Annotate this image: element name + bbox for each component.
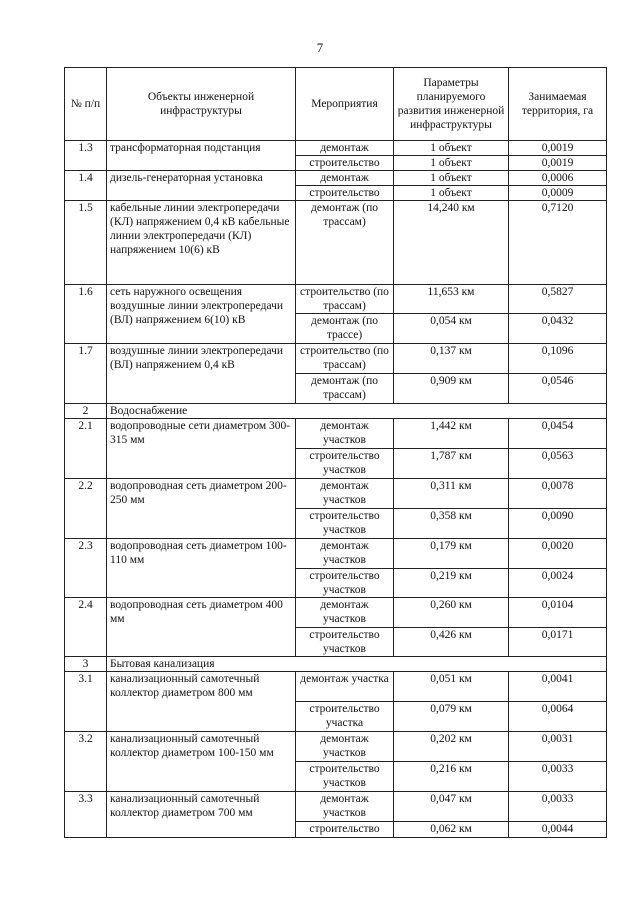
- item-number: 1.5: [65, 201, 107, 285]
- section-number: 2: [65, 404, 107, 419]
- item-number: 3.3: [65, 792, 107, 838]
- param-cell: 0,358 км: [394, 509, 509, 539]
- object-name: канализационный самотечный коллектор диаметром 800 мм: [107, 672, 296, 732]
- measure-cell: строительство участков: [296, 628, 394, 657]
- param-cell: 0,219 км: [394, 569, 509, 598]
- page-number: 7: [316, 40, 324, 55]
- item-number: 2.4: [65, 598, 107, 657]
- area-cell: 0,0563: [509, 449, 607, 479]
- param-cell: 0,137 км: [394, 344, 509, 374]
- item-number: 3.1: [65, 672, 107, 732]
- area-cell: 0,0546: [509, 374, 607, 404]
- item-number: 1.3: [65, 141, 107, 171]
- header-objects: Объекты инженерной инфраструктуры: [107, 68, 296, 141]
- area-cell: 0,0432: [509, 314, 607, 344]
- area-cell: 0,0009: [509, 186, 607, 201]
- area-cell: 0,5827: [509, 285, 607, 314]
- table-row: [65, 285, 607, 314]
- param-cell: 1,787 км: [394, 449, 509, 479]
- object-name: водопроводная сеть диаметром 200-250 мм: [107, 479, 296, 539]
- object-name: канализационный самотечный коллектор диаметром 700 мм: [107, 792, 296, 838]
- measure-cell: демонтаж участков: [296, 732, 394, 762]
- area-cell: 0,0454: [509, 419, 607, 449]
- measure-cell: демонтаж участков: [296, 539, 394, 569]
- header-area: Занимаемая территория, га: [509, 68, 607, 141]
- measure-cell: строительство участков: [296, 449, 394, 479]
- param-cell: 0,202 км: [394, 732, 509, 762]
- item-number: 2.1: [65, 419, 107, 479]
- item-number: 3.2: [65, 732, 107, 792]
- area-cell: 0,0033: [509, 792, 607, 822]
- section-title: Водоснабжение: [107, 404, 607, 419]
- area-cell: 0,0024: [509, 569, 607, 598]
- measure-cell: демонтаж: [296, 171, 394, 186]
- measure-cell: демонтаж (по трассам): [296, 374, 394, 404]
- param-cell: 0,260 км: [394, 598, 509, 628]
- param-cell: 14,240 км: [394, 201, 509, 285]
- param-cell: 0,079 км: [394, 702, 509, 732]
- object-name: дизель-генераторная установка: [107, 171, 296, 201]
- area-cell: 0,0064: [509, 702, 607, 732]
- area-cell: 0,0020: [509, 539, 607, 569]
- measure-cell: демонтаж: [296, 141, 394, 156]
- param-cell: 0,047 км: [394, 792, 509, 822]
- param-cell: 0,426 км: [394, 628, 509, 657]
- section-row: [65, 657, 607, 672]
- measure-cell: строительство участков: [296, 762, 394, 792]
- table-row: [65, 171, 607, 186]
- table-row: [65, 141, 607, 156]
- measure-cell: демонтаж участков: [296, 419, 394, 449]
- param-cell: 1 объект: [394, 171, 509, 186]
- area-cell: 0,0104: [509, 598, 607, 628]
- header-num: № п/п: [65, 68, 107, 141]
- param-cell: 0,216 км: [394, 762, 509, 792]
- area-cell: 0,7120: [509, 201, 607, 285]
- table-row: [65, 344, 607, 374]
- table-row: [65, 419, 607, 449]
- measure-cell: строительство участков: [296, 509, 394, 539]
- param-cell: 0,051 км: [394, 672, 509, 702]
- measure-cell: строительство участка: [296, 702, 394, 732]
- measure-cell: строительство: [296, 822, 394, 838]
- area-cell: 0,0041: [509, 672, 607, 702]
- section-row: [65, 404, 607, 419]
- area-cell: 0,0019: [509, 156, 607, 171]
- object-name: водопроводные сети диаметром 300-315 мм: [107, 419, 296, 479]
- object-name: водопроводная сеть диаметром 100-110 мм: [107, 539, 296, 598]
- area-cell: 0,0033: [509, 762, 607, 792]
- param-cell: 0,909 км: [394, 374, 509, 404]
- param-cell: 1 объект: [394, 156, 509, 171]
- table-row: [65, 479, 607, 509]
- section-title: Бытовая канализация: [107, 657, 607, 672]
- header-params: Параметры планируемого развития инженерной инфраструктуры: [394, 68, 509, 141]
- measure-cell: демонтаж участков: [296, 792, 394, 822]
- table-row: [65, 598, 607, 628]
- item-number: 2.2: [65, 479, 107, 539]
- param-cell: 0,311 км: [394, 479, 509, 509]
- area-cell: 0,1096: [509, 344, 607, 374]
- measure-cell: строительство: [296, 156, 394, 171]
- area-cell: 0,0019: [509, 141, 607, 156]
- measure-cell: демонтаж участка: [296, 672, 394, 702]
- object-name: сеть наружного освещения воздушные линии электропередачи (ВЛ) напряжением 6(10) кВ: [107, 285, 296, 344]
- area-cell: 0,0090: [509, 509, 607, 539]
- area-cell: 0,0006: [509, 171, 607, 186]
- table-body: [65, 141, 607, 838]
- measure-cell: демонтаж участков: [296, 598, 394, 628]
- table-row: [65, 732, 607, 762]
- infrastructure-table: [64, 67, 607, 838]
- object-name: кабельные линии электропередачи (КЛ) напряжением 0,4 кВ кабельные линии электропередачи (КЛ) напряжением 10(6) кВ: [107, 201, 296, 285]
- area-cell: 0,0171: [509, 628, 607, 657]
- measure-cell: демонтаж (по трассам): [296, 201, 394, 285]
- table-header-row: [65, 68, 607, 141]
- item-number: 2.3: [65, 539, 107, 598]
- param-cell: 1,442 км: [394, 419, 509, 449]
- measure-cell: строительство (по трассам): [296, 285, 394, 314]
- measure-cell: строительство: [296, 186, 394, 201]
- area-cell: 0,0078: [509, 479, 607, 509]
- table-row: [65, 201, 607, 285]
- header-measures: Мероприятия: [296, 68, 394, 141]
- measure-cell: строительство (по трассам): [296, 344, 394, 374]
- table-row: [65, 672, 607, 702]
- section-number: 3: [65, 657, 107, 672]
- param-cell: 1 объект: [394, 186, 509, 201]
- area-cell: 0,0044: [509, 822, 607, 838]
- object-name: воздушные линии электропередачи (ВЛ) напряжением 0,4 кВ: [107, 344, 296, 404]
- measure-cell: демонтаж (по трассе): [296, 314, 394, 344]
- area-cell: 0,0031: [509, 732, 607, 762]
- object-name: трансформаторная подстанция: [107, 141, 296, 171]
- param-cell: 0,062 км: [394, 822, 509, 838]
- item-number: 1.6: [65, 285, 107, 344]
- param-cell: 0,054 км: [394, 314, 509, 344]
- measure-cell: строительство участков: [296, 569, 394, 598]
- object-name: водопроводная сеть диаметром 400 мм: [107, 598, 296, 657]
- param-cell: 11,653 км: [394, 285, 509, 314]
- table-row: [65, 792, 607, 822]
- item-number: 1.7: [65, 344, 107, 404]
- measure-cell: демонтаж участков: [296, 479, 394, 509]
- item-number: 1.4: [65, 171, 107, 201]
- param-cell: 0,179 км: [394, 539, 509, 569]
- param-cell: 1 объект: [394, 141, 509, 156]
- object-name: канализационный самотечный коллектор диаметром 100-150 мм: [107, 732, 296, 792]
- table-row: [65, 539, 607, 569]
